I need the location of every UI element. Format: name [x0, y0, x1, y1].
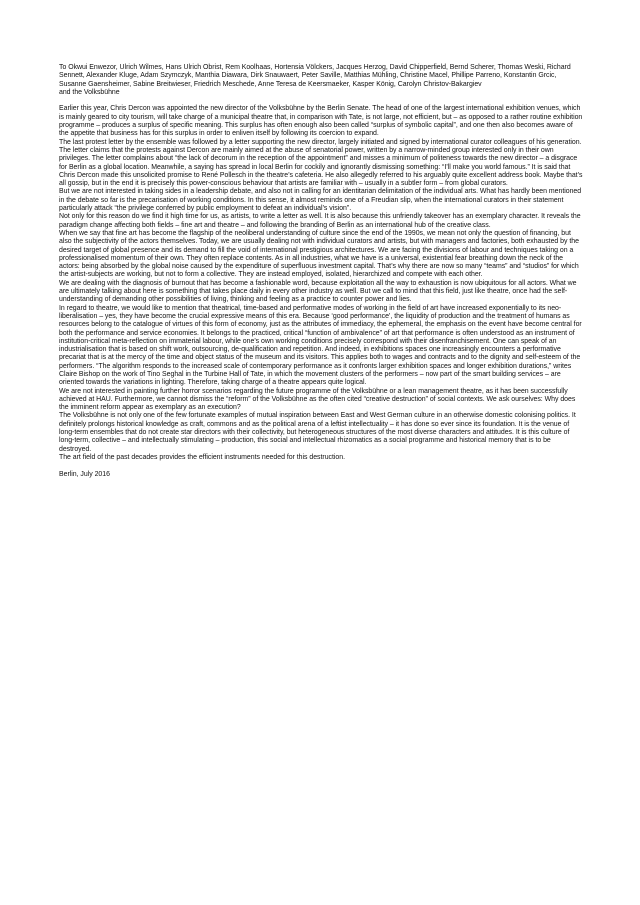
paragraph-5: When we say that fine art has become the flagship of the neoliberal understanding of culture since the end of the 1990s, we mean not only the question of financing, but also the subjectivity of the actors themselves. Today, we are usually dealing not with individual curators and artists, but with managers and factories, both exhausted by the desired target of global presence and its demand to fill the void of international prestigious architectures. We are facing the divisions of labour and techniques taking on a professionalised momentum of their own. They often replace contents. As in all industries, what we have is a universal, existential fear breathing down the neck of the actors: being absorbed by the global noise caused by the expenditure of superfluous investment capital. That’s why there are now so many “teams” and “studios” for which the artist-subjects are working, but not to form a collective. They are instead employed, isolated, hierarchized and compete with each other. — [59, 229, 579, 279]
paragraph-1: Earlier this year, Chris Dercon was appointed the new director of the Volksbühne by the Berlin Senate. The head of one of the largest international exhibition venues, which is mainly geared to city tourism, will take charge of a municipal theatre that, in comparison with Tate, is not large, not efficient, but – as opposed to a rather routine exhibition programme – produces a surplus of specific meaning. This surplus has often enough also been called “surplus of symbolic capital”, and one then also becomes aware of the appetite that business has for this surplus in order to enliven itself by following its coercion to expand. — [59, 105, 583, 138]
paragraph-7: In regard to theatre, we would like to mention that theatrical, time-based and performative modes of working in the field of art have increased exponentially to its neo-liberalisation – yes, they have become the crucial expressive means of this era. Because ‘good performance’, the liquidity of production and the treatment of humans as resources belong to the catalogue of virtues of this form of economy, just as the attributes of immediacy, the ephemeral, the emphasis on the event have become central for both the performance and service economies. It belongs to the practiced, critical “function of ambivalence” of art that performance is often understood as an instrument of institution-critical meta-reflection on immaterial labour, while one’s own working conditions precisely correspond with their disenfranchisement. One can speak of an industrialisation that is based on shift work, outsourcing, de-qualification and repetition. And indeed, in exhibitions spaces one increasingly encounters a performative precariat that is at the mercy of the time and object status of the museum and its visitors. This applies both to wages and contracts and to the dignity and self-esteem of the performers. “The algorithm responds to the increased scale of contemporary performance as it confronts larger exhibition spaces and longer exhibition durations,” writes Claire Bishop on the work of Tino Seghal in the Turbine Hall of Tate, in which the movement clusters of the performers – now part of the smart building services – are oriented towards the variations in lighting. Therefore, taking charge of a theatre appears quite logical. — [59, 304, 582, 387]
paragraph-9: The Volksbühne is not only one of the few fortunate examples of mutual inspiration between East and West German culture in an otherwise domestic colonising politics. It definitely prolongs historical knowledge as craft, commons and as the political arena of a leftist intellectuality – it has done so ever since its foundation. It is the venue of long-term ensembles that do not create star directors with their collectivity, but heterogeneous structures of the most diverse characters and attitudes. It is this culture of long-term, collective – and intellectually stimulating – production, this social and intellectual rhizomatics as a social programme and historical memory that is to be destroyed. — [59, 412, 576, 453]
addressee-list: To Okwui Enwezor, Ulrich Wilmes, Hans Ulrich Obrist, Rem Koolhaas, Hortensia Völckers, Jacques Herzog, David Chipperfield, Bernd Scherer, Thomas Weski, Richard Sennett, Alexander Kluge, Adam Szymczyk, Manthia Diawara, Dirk Snauwaert, Peter Saville, Matthias Mühling, Christine Macel, Phillipe Parreno, Konstantin Grcic, Susanne Gaensheimer, Sabine Breitwieser, Friedrich Meschede, Anne Teresa de Keersmaeker, Kasper König, Carolyn Christov-Bakargiev — [59, 64, 571, 88]
paragraph-6: We are dealing with the diagnosis of burnout that has become a fashionable word, because exploitation all the way to exhaustion is now ubiquitous for all actors. What we are ultimately talking about here is something that takes place daily in every other industry as well. But we call to mind that this field, just like theatre, once had the self-understanding of demanding other possibilities of living, thinking and feeling as a practice to counter power and lies. — [59, 279, 577, 304]
paragraph-4: Not only for this reason do we find it high time for us, as artists, to write a letter as well. It is also because this unfriendly takeover has an exemplary character. It reveals the paradigm change affecting both fields – fine art and theatre – and following the branding of Berlin as an international hub of the creative class. — [59, 213, 581, 229]
letter-page — [59, 64, 584, 479]
paragraph-10: The art field of the past decades provides the efficient instruments needed for this destruction. — [59, 453, 346, 461]
letter-body — [59, 105, 584, 462]
spacer — [59, 97, 584, 105]
addressee-list-tail: and the Volksbühne — [59, 88, 120, 96]
signoff-date: Berlin, July 2016 — [59, 470, 110, 478]
paragraph-2: The last protest letter by the ensemble was followed by a letter supporting the new director, largely initiated and signed by international curator colleagues of his generation. The letter claims that the protests against Dercon are mainly aimed at the abuse of senatorial power, written by a narrow-minded group interested only in their own privileges. The letter complains about “the lack of decorum in the reception of the appointment” and misses a minimum of politeness towards the new director – a disgrace for Berlin as a global location. Meanwhile, a saying has spread in local Berlin for cockily and ignorantly dismissing something: “I’ll make you world famous.” It is said that Chris Dercon made this unsolicited promise to René Pollesch in the theatre’s cafeteria. He also allegedly referred to his arguably quite excellent address book. Maybe that’s all gossip, but in the end it is precisely this power-conscious behaviour that artists are familiar with – usually in a subtler form – from global curators. — [59, 138, 583, 188]
paragraph-3: But we are not interested in taking sides in a leadership debate, and also not in calling for an identitarian delimitation of the individual arts. What has hardly been mentioned in the debate so far is the precarisation of working conditions. In this sense, it almost reminds one of a Freudian slip, when the international curators in their statement particularly attack “the privilege conferred by public employment to defeat an individual’s vision”. — [59, 188, 582, 213]
paragraph-8: We are not interested in painting further horror scenarios regarding the future programme of the Volksbühne or a lean management theatre, as it has been successfully achieved at HAU. Furthermore, we cannot dismiss the “reform” of the Volksbühne as the often cited “creative destruction” of social contexts. We ask ourselves: Why does the imminent reform appear as exemplary as an execution? — [59, 387, 576, 412]
